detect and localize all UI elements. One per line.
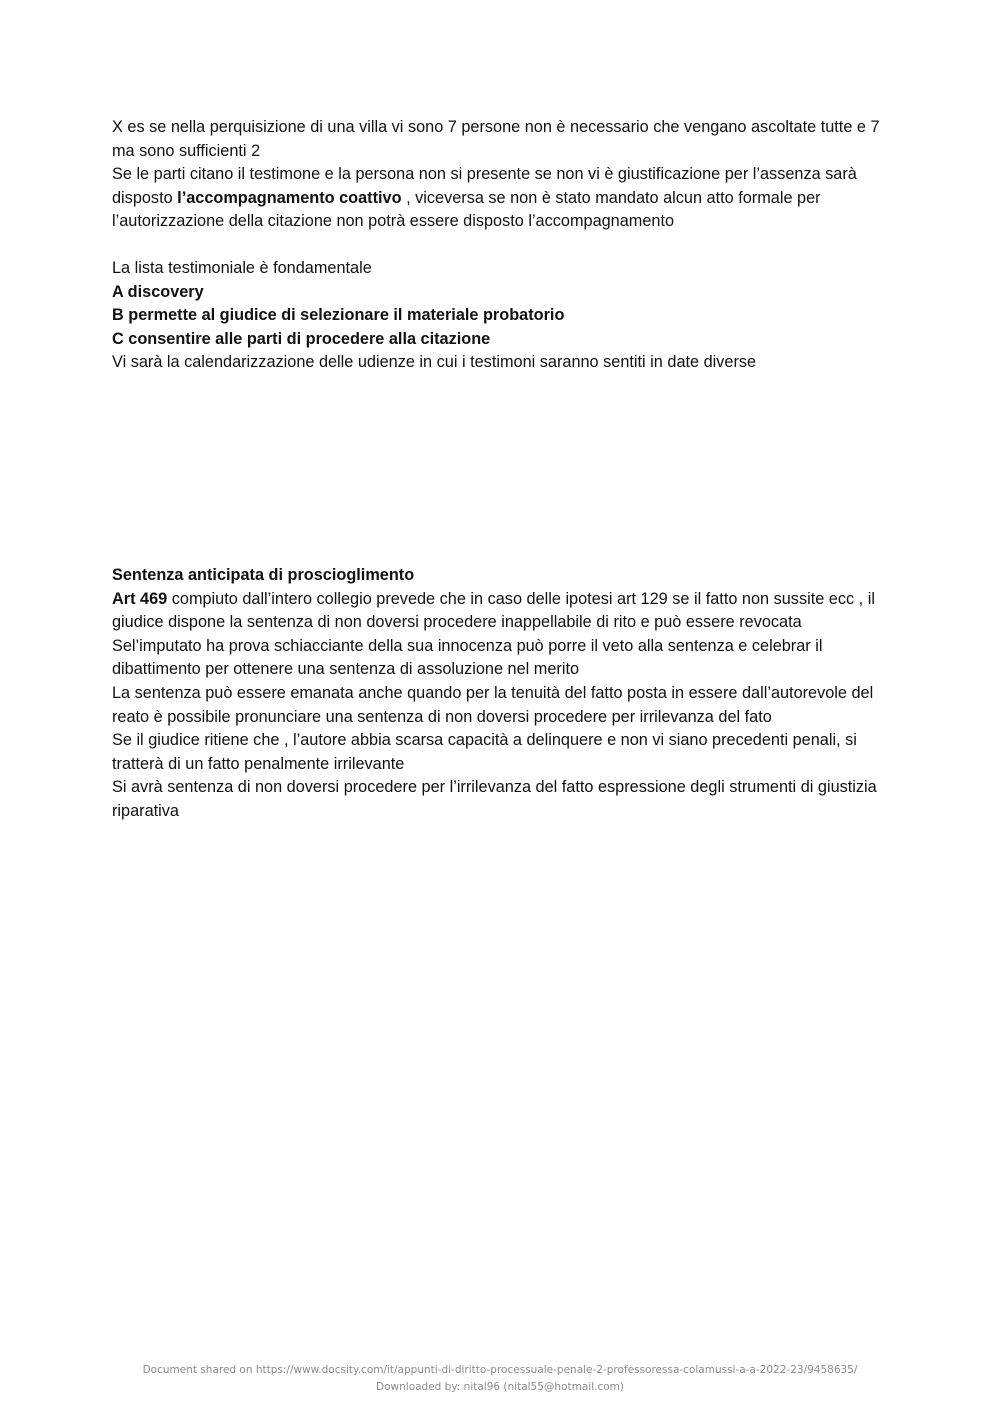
paragraph-example: X es se nella perquisizione di una villa vi sono 7 persone non è necessario che vengano ascoltate tutte e 7 ma sono sufficienti 2 bbox=[112, 118, 880, 160]
paragraph-accompaniment bbox=[112, 163, 902, 234]
witness-list-intro: La lista testimoniale è fondamentale bbox=[112, 259, 372, 277]
paragraph-restorative-justice: Si avrà sentenza di non doversi procedere per l’irrilevanza del fatto espressione degli strumenti di giustizia riparativa bbox=[112, 778, 877, 820]
paragraph-accompaniment-text-before: Se le parti citano il testimone e la persona non si presente se non vi è giustificazione per l’assenza sarà disposto bbox=[112, 165, 857, 207]
section-witness-hearing bbox=[112, 116, 902, 234]
paragraph-capacity: Se il giudice ritiene che , l’autore abbia scarsa capacità a delinquere e non vi siano precedenti penali, si tratterà di un fatto penalmente irrilevante bbox=[112, 731, 857, 773]
bold-term-accompagnamento: l’accompagnamento coattivo bbox=[177, 188, 402, 207]
section-witness-list bbox=[112, 257, 902, 375]
bold-term-art-469: Art 469 bbox=[112, 589, 168, 608]
witness-list-item-c: C consentire alle parti di procedere alla citazione bbox=[112, 329, 491, 348]
paragraph-veto: Sel’imputato ha prova schiacciante della sua innocenza può porre il veto alla sentenza e celebrar il dibattimento per ottenere una sentenza di assoluzione nel merito bbox=[112, 636, 823, 679]
paragraph-art-469-text: compiuto dall’intero collegio prevede che in caso delle ipotesi art 129 se il fatto non sussite ecc , il giudice dispone la sentenza di non doversi procedere inappellabile di rito e può essere revocata bbox=[112, 589, 875, 632]
footer-shared-notice: Document shared on https://www.docsity.com/it/appunti-di-diritto-processuale-penale-2-professoressa-colamussi-a-a-2022-23/9458635/ bbox=[142, 1364, 858, 1376]
section-heading: Sentenza anticipata di proscioglimento bbox=[112, 566, 415, 584]
section-early-acquittal bbox=[112, 564, 902, 824]
footer-downloaded-by: Downloaded by: nital96 (nital55@hotmail.com) bbox=[376, 1381, 624, 1393]
witness-list-closing: Vi sarà la calendarizzazione delle udienze in cui i testimoni saranno sentiti in date diverse bbox=[112, 353, 757, 372]
witness-list-item-a: A discovery bbox=[112, 282, 204, 301]
witness-list-item-b: B permette al giudice di selezionare il materiale probatorio bbox=[112, 306, 565, 325]
paragraph-art-469 bbox=[112, 588, 902, 635]
paragraph-tenuity: La sentenza può essere emanata anche quando per la tenuità del fatto posta in essere dall’autorevole del reato è possibile pronunciare una sentenza di non doversi procedere per irrilevanza del fato bbox=[112, 683, 874, 726]
paragraph-accompaniment-text-after: , viceversa se non è stato mandato alcun atto formale per l’autorizzazione della citazione non potrà essere disposto l’accompagnamento bbox=[112, 188, 821, 231]
